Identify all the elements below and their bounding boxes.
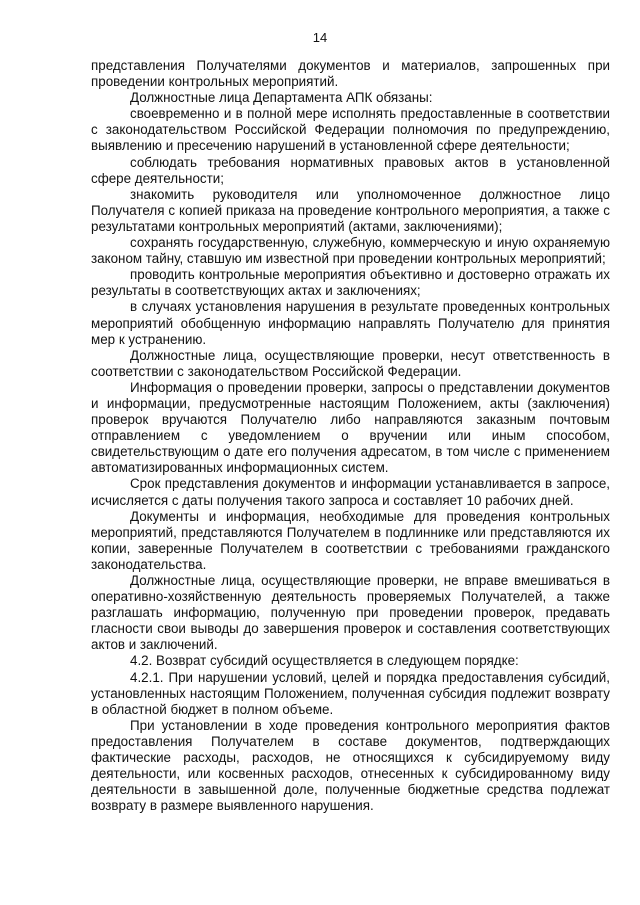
paragraph-duty-send-summary: в случаях установления нарушения в результате проведенных контрольных мероприятий обобщенную информацию направлять Получателю для принятия мер к устранению. <box>91 299 610 347</box>
paragraph-duty-acquaint-head: знакомить руководителя или уполномоченное должностное лицо Получателя с копией приказа на проведение контрольного мероприятия, а также с результатами контрольных мероприятий (актами, заключениями); <box>91 186 610 234</box>
paragraph-refund-violation: При установлении в ходе проведения контрольного мероприятия фактов предоставления Получателем в составе документов, подтверждающих фактические расходы, расходов, не относящихся к субсидируемому виду деятельности, или косвенных расходов, отнесенных к субсидированному виду деятельности в завышенной доле, полученные бюджетные средства подлежат возврату в размере выявленного нарушения. <box>91 717 610 814</box>
paragraph-duty-exercise-powers: своевременно и в полной мере исполнять предоставленные в соответствии с законодательством Российской Федерации полномочия по предупреждению, выявлению и пресечению нарушений в установленной сфере деятельности; <box>91 106 610 154</box>
paragraph-duty-comply-regulations: соблюдать требования нормативных правовых актов в установленной сфере деятельности; <box>91 154 610 186</box>
paragraph-responsibility: Должностные лица, осуществляющие проверки, несут ответственность в соответствии с законодательством Российской Федерации. <box>91 347 610 379</box>
paragraph-duty-keep-secrets: сохранять государственную, служебную, коммерческую и иную охраняемую законом тайну, ставшую им известной при проведении контрольных мероприятий; <box>91 235 610 267</box>
paragraph-section-4-2-1: 4.2.1. При нарушении условий, целей и порядка предоставления субсидий, установленных настоящим Положением, полученная субсидия подлежит возврату в областной бюджет в полном объеме. <box>91 669 610 717</box>
paragraph-continuation: представления Получателями документов и материалов, запрошенных при проведении контрольных мероприятий. <box>91 58 610 90</box>
paragraph-section-4-2: 4.2. Возврат субсидий осуществляется в следующем порядке: <box>130 653 519 669</box>
page-number: 14 <box>312 30 328 45</box>
paragraph-officials-obliged: Должностные лица Департамента АПК обязаны: <box>130 90 433 106</box>
document-body <box>91 58 610 814</box>
paragraph-information-delivery: Информация о проведении проверки, запросы о представлении документов и информации, предусмотренные настоящим Положением, акты (заключения) проверок вручаются Получателю либо направляются заказным почтовым отправлением с уведомлением о вручении или иным способом, свидетельствующим о дате его получения адресатом, в том числе с применением автоматизированных информационных систем. <box>91 379 610 476</box>
paragraph-no-interference: Должностные лица, осуществляющие проверки, не вправе вмешиваться в оперативно-хозяйственную деятельность проверяемых Получателей, а также разглашать информацию, полученную при проведении проверок, предавать гласности свои выводы до завершения проверок и составления соответствующих актов и заключений. <box>91 573 610 653</box>
paragraph-duty-objective-control: проводить контрольные мероприятия объективно и достоверно отражать их результаты в соответствующих актах и заключениях; <box>91 267 610 299</box>
paragraph-documents-originals: Документы и информация, необходимые для проведения контрольных мероприятий, представляются Получателем в подлиннике или представляются их копии, заверенные Получателем в соответствии с требованиями гражданского законодательства. <box>91 508 610 572</box>
paragraph-submission-deadline: Срок представления документов и информации устанавливается в запросе, исчисляется с даты получения такого запроса и составляет 10 рабочих дней. <box>91 476 610 508</box>
